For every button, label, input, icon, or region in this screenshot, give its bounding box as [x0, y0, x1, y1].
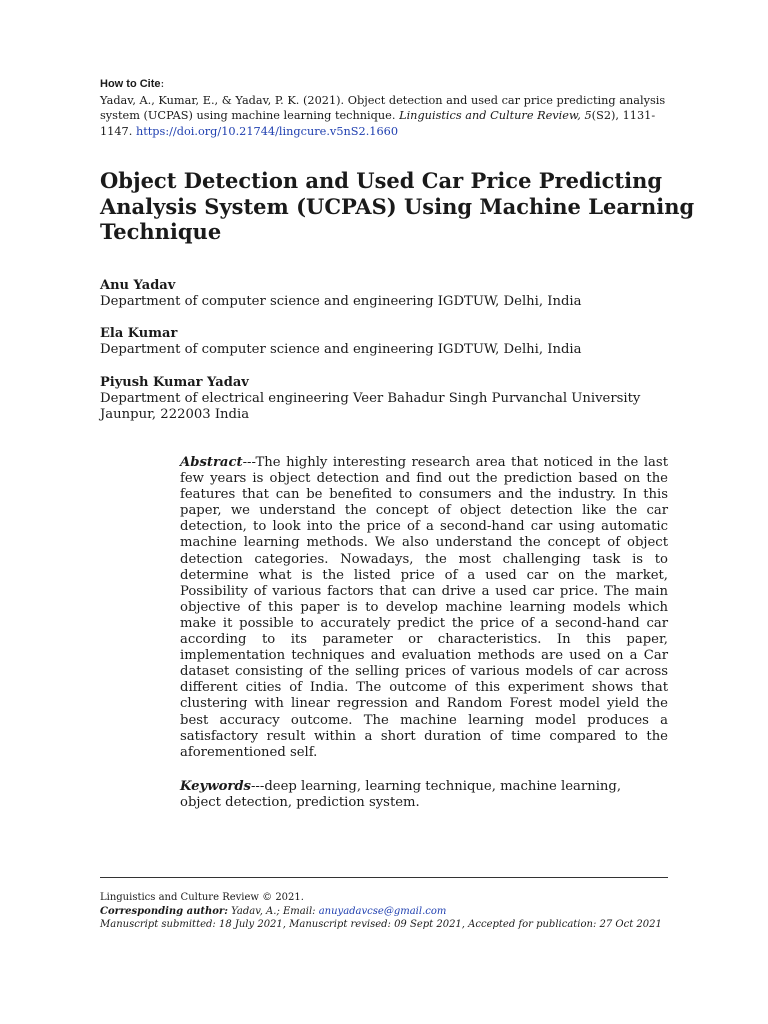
manuscript-dates: Manuscript submitted: 18 July 2021, Manuscript revised: 09 Sept 2021, Accepted for publication: 27 Oct 2021 — [100, 919, 662, 930]
corresponding-author-text: Yadav, A.; Email: — [227, 905, 319, 917]
email-link[interactable]: anuyadavcse@gmail.com — [318, 905, 447, 917]
footer-block — [100, 891, 680, 932]
author-block — [100, 326, 680, 358]
author-block — [100, 278, 680, 310]
abstract-label: Abstract — [180, 455, 243, 470]
author-block — [100, 375, 680, 423]
author-affiliation: Department of computer science and engineering IGDTUW, Delhi, India — [100, 342, 582, 357]
corresponding-author-label: Corresponding author: — [100, 905, 228, 917]
footer-divider — [100, 877, 668, 878]
keywords-section — [180, 779, 650, 811]
author-affiliation: Department of computer science and engineering IGDTUW, Delhi, India — [100, 294, 582, 309]
doi-link[interactable]: https://doi.org/10.21744/lingcure.v5nS2.1660 — [135, 124, 399, 138]
author-name: Piyush Kumar Yadav — [100, 375, 249, 390]
how-to-cite-label: How to Cite — [100, 78, 161, 90]
abstract-section — [180, 455, 668, 761]
abstract-text: ---The highly interesting research area that noticed in the last few years is object detection and find out the prediction based on the features that can be benefited to consumers and the industry. In this paper, we understand the concept of object detection like the car detection, to look into the price of a second-hand car using automatic machine learning methods. We also understand the concept of object detection categories. Nowadays, the most challenging task is to determine what is the listed price of a used car on the market, Possibility of various factors that can drive a used car price. The main objective of this paper is to develop machine learning models which make it possible to accurately predict the price of a second-hand car according to its parameter or characteristics. In this paper, implementation techniques and evaluation methods are used on a Car dataset consisting of the selling prices of various models of car across different cities of India. The outcome of this experiment shows that clustering with linear regression and Random Forest model yield the best accuracy outcome. The machine learning model produces a satisfactory result within a short duration of time compared to the aforementioned self. — [180, 455, 668, 760]
how-to-cite-block — [100, 76, 670, 139]
citation-journal: Linguistics and Culture Review, 5 — [399, 109, 592, 122]
footer-copyright: Linguistics and Culture Review © 2021. — [100, 892, 304, 903]
author-name: Ela Kumar — [100, 326, 178, 341]
paper-title: Object Detection and Used Car Price Predicting Analysis System (UCPAS) Using Machine Learning Technique — [100, 168, 695, 244]
citation-text: Yadav, A., Kumar, E., & Yadav, P. K. (2021). Object detection and used car price predicting analysis system (UCPAS) using machine learning technique. — [100, 93, 666, 122]
keywords-label: Keywords — [180, 779, 251, 794]
author-name: Anu Yadav — [100, 278, 176, 293]
author-affiliation: Department of electrical engineering Veer Bahadur Singh Purvanchal University Jaunpur, 222003 India — [100, 391, 641, 422]
keywords-text: ---deep learning, learning technique, machine learning, object detection, prediction system. — [180, 779, 622, 811]
how-to-cite-colon: : — [160, 77, 165, 90]
citation-issue-pages: (S2), 1131-1147. — [100, 109, 656, 138]
